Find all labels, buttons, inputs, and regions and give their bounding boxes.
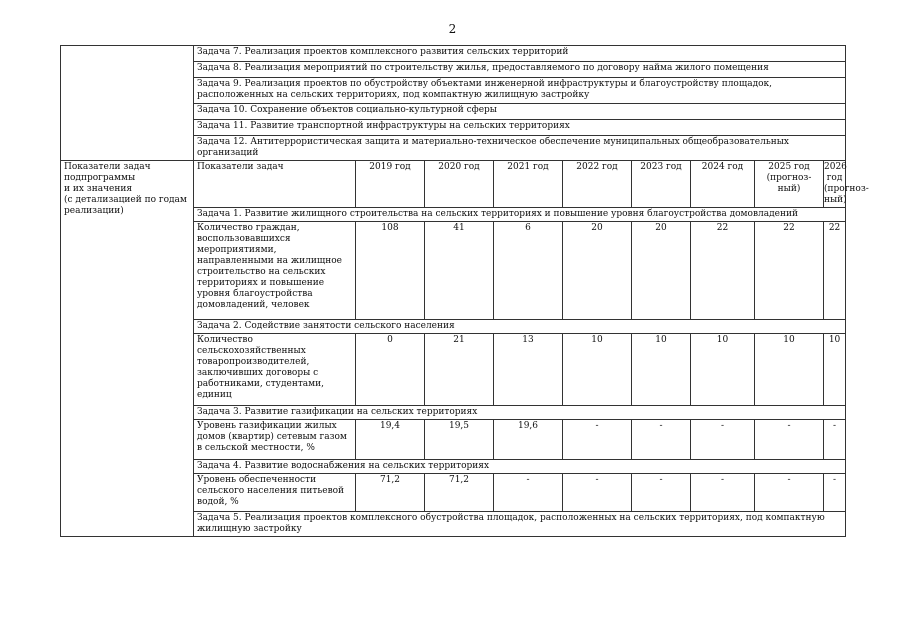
task-row: Задача 1. Развитие жилищного строительства на сельских территориях и повышение уровня благоустройства домовладений	[194, 208, 846, 222]
header-year: 2024 год	[691, 161, 755, 208]
task-row: Задача 2. Содействие занятости сельского населения	[194, 320, 846, 334]
page-number: 2	[448, 22, 457, 36]
task-row: Задача 4. Развитие водоснабжения на сельских территориях	[194, 460, 846, 474]
value-cell: -	[824, 474, 846, 512]
task-row: Задача 9. Реализация проектов по обустройству объектами инженерной инфраструктуры и благоустройству площадок, расположенных на сельских территориях, под компактную жилищную застройку	[194, 78, 846, 104]
value-cell: 10	[755, 334, 824, 406]
value-cell: -	[755, 420, 824, 460]
value-cell: 71,2	[425, 474, 494, 512]
header-year: 2022 год	[563, 161, 632, 208]
value-cell: -	[632, 474, 691, 512]
value-cell: 10	[824, 334, 846, 406]
value-cell: 10	[632, 334, 691, 406]
value-cell: -	[691, 474, 755, 512]
header-indicator: Показатели задач	[194, 161, 356, 208]
indicators-label: Показатели задач подпрограммы и их значения (с детализацией по годам реализации)	[61, 161, 194, 537]
value-cell: 19,4	[356, 420, 425, 460]
header-year: 2020 год	[425, 161, 494, 208]
value-cell: 10	[691, 334, 755, 406]
value-cell: 13	[494, 334, 563, 406]
value-cell: 22	[824, 222, 846, 320]
value-cell: 19,6	[494, 420, 563, 460]
value-cell: 71,2	[356, 474, 425, 512]
value-cell: 22	[691, 222, 755, 320]
task-row: Задача 10. Сохранение объектов социально-культурной сферы	[194, 104, 846, 120]
value-cell: -	[691, 420, 755, 460]
header-year: 2026 год (прогноз- ный)	[824, 161, 846, 208]
value-cell: 0	[356, 334, 425, 406]
task-row: Задача 3. Развитие газификации на сельских территориях	[194, 406, 846, 420]
empty-left-cell	[61, 46, 194, 161]
program-table	[60, 45, 869, 537]
value-cell: -	[563, 474, 632, 512]
value-cell: 20	[632, 222, 691, 320]
indicator-name: Уровень газификации жилых домов (квартир) сетевым газом в сельской местности, %	[194, 420, 356, 460]
task-row: Задача 5. Реализация проектов комплексного обустройства площадок, расположенных на сельских территориях, под компактную жилищную застройку	[194, 512, 846, 537]
value-cell: 22	[755, 222, 824, 320]
task-row: Задача 12. Антитеррористическая защита и материально-техническое обеспечение муниципальных общеобразовательных организаций	[194, 136, 846, 161]
indicator-name: Количество сельскохозяйственных товаропроизводителей, заключивших договоры с работниками, студентами, единиц	[194, 334, 356, 406]
indicator-name: Количество граждан, воспользовавшихся мероприятиями, направленными на жилищное строительство на сельских территориях и повышение уровня благоустройства домовладений, человек	[194, 222, 356, 320]
value-cell: -	[563, 420, 632, 460]
task-row: Задача 8. Реализация мероприятий по строительству жилья, предоставляемого по договору найма жилого помещения	[194, 62, 846, 78]
header-year: 2021 год	[494, 161, 563, 208]
value-cell: 108	[356, 222, 425, 320]
value-cell: 20	[563, 222, 632, 320]
task-row: Задача 7. Реализация проектов комплексного развития сельских территорий	[194, 46, 846, 62]
task-row: Задача 11. Развитие транспортной инфраструктуры на сельских территориях	[194, 120, 846, 136]
value-cell: 10	[563, 334, 632, 406]
indicator-name: Уровень обеспеченности сельского населения питьевой водой, %	[194, 474, 356, 512]
value-cell: 6	[494, 222, 563, 320]
value-cell: 21	[425, 334, 494, 406]
header-year: 2019 год	[356, 161, 425, 208]
value-cell: 41	[425, 222, 494, 320]
header-year: 2025 год (прогноз- ный)	[755, 161, 824, 208]
value-cell: -	[824, 420, 846, 460]
header-year: 2023 год	[632, 161, 691, 208]
value-cell: 19,5	[425, 420, 494, 460]
value-cell: -	[494, 474, 563, 512]
value-cell: -	[755, 474, 824, 512]
value-cell: -	[632, 420, 691, 460]
